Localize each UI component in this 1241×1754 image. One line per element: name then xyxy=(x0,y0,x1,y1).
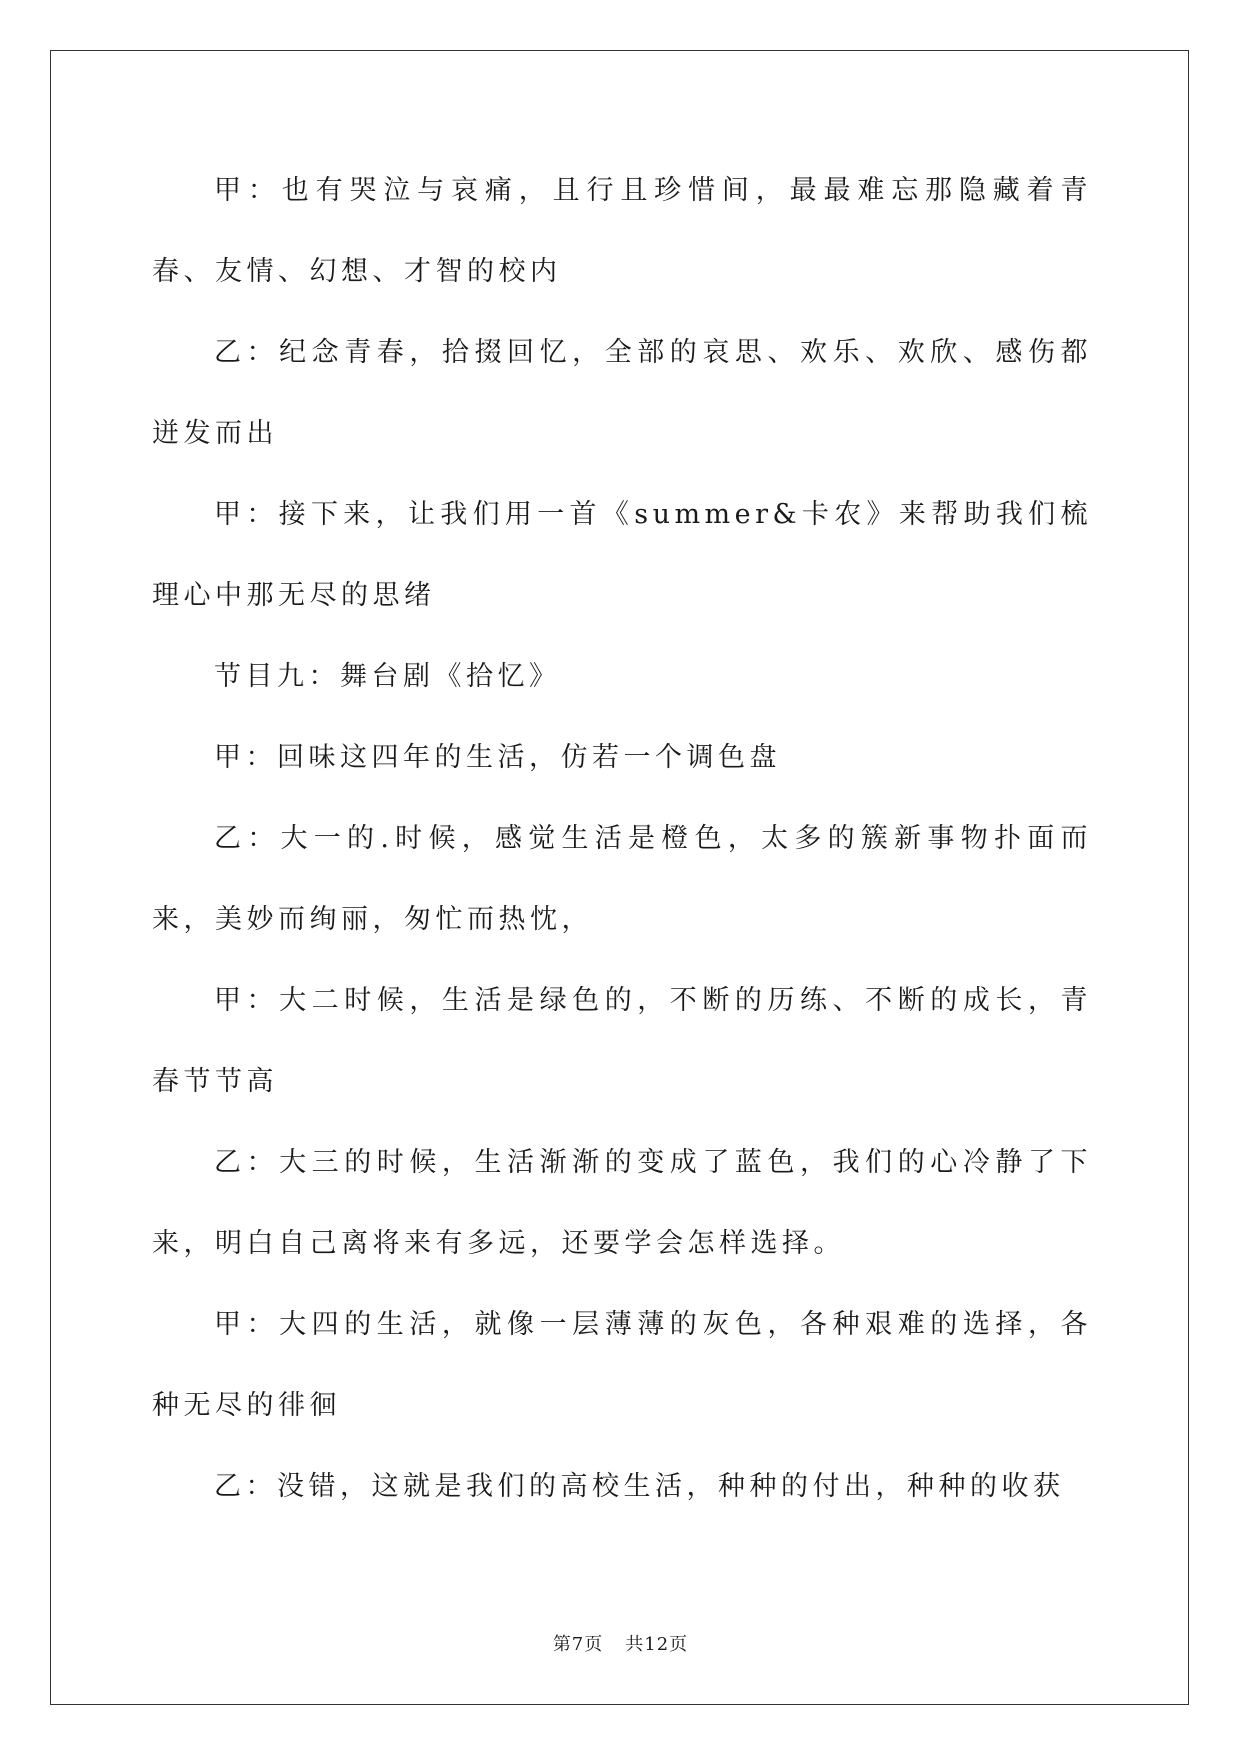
paragraph: 乙：大三的时候，生活渐渐的变成了蓝色，我们的心冷静了下来，明白自己离将来有多远，还要学会怎样选择。 xyxy=(152,1147,1092,1259)
paragraph: 甲：也有哭泣与哀痛，且行且珍惜间，最最难忘那隐藏着青春、友情、幻想、才智的校内 xyxy=(152,175,1092,287)
page-number-total: 共12页 xyxy=(625,1634,689,1655)
paragraph: 乙：大一的.时候，感觉生活是橙色，太多的簇新事物扑面而来，美妙而绚丽，匆忙而热忱， xyxy=(152,823,1092,935)
paragraph: 乙：没错，这就是我们的高校生活，种种的付出，种种的收获 xyxy=(214,1471,1065,1502)
paragraph: 甲：大二时候，生活是绿色的，不断的历练、不断的成长，青春节节高 xyxy=(152,985,1092,1097)
paragraph: 甲：回味这四年的生活，仿若一个调色盘 xyxy=(214,742,781,773)
paragraph: 甲：大四的生活，就像一层薄薄的灰色，各种艰难的选择，各种无尽的徘徊 xyxy=(152,1309,1092,1421)
document-body xyxy=(152,150,1092,1527)
section-heading: 节目九：舞台剧《拾忆》 xyxy=(214,661,561,692)
page-number-current: 第7页 xyxy=(552,1634,604,1655)
paragraph: 甲：接下来，让我们用一首《summer&卡农》来帮助我们梳理心中那无尽的思绪 xyxy=(152,499,1092,611)
page-footer xyxy=(0,1630,1241,1656)
paragraph: 乙：纪念青春，拾掇回忆，全部的哀思、欢乐、欢欣、感伤都迸发而出 xyxy=(152,337,1092,449)
